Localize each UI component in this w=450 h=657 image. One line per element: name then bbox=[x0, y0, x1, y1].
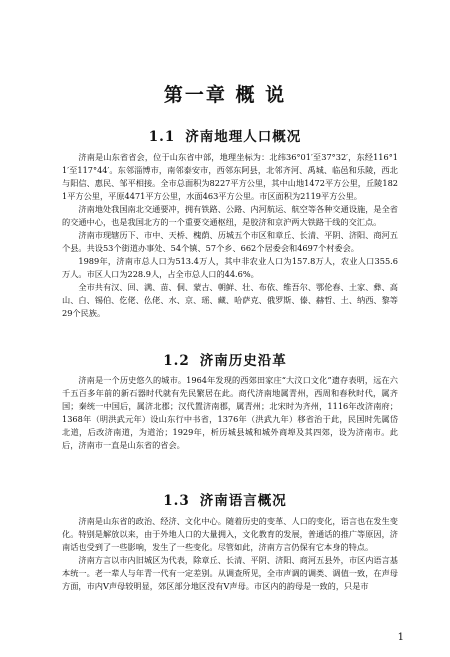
section-heading bbox=[0, 349, 450, 369]
chapter-title: 第一章 概 说 bbox=[163, 84, 287, 106]
section-body bbox=[62, 515, 398, 593]
paragraph: 济南是山东省省会，位于山东省中部，地理坐标为：北纬36°01′至37°32′，东经116°11′至117°44′。东邻淄博市，南邻泰安市，西邻东阿县，北邻齐河、禹城、临邑和乐陵，西北与阳信、惠民、邹平相接。全市总面积为8227平方公里，其中山地1472平方公里，丘陵1821平方公里，平原4471平方公里，水面463平方公里。市区面积为2119平方公里。 bbox=[62, 152, 398, 201]
section-number: 1.3 bbox=[163, 493, 190, 509]
section-number: 1.1 bbox=[148, 129, 176, 145]
section-heading bbox=[0, 489, 450, 509]
section-body bbox=[62, 151, 398, 320]
paragraph: 济南方言以市内旧城区为代表，除章丘、长清、平阴、济阳、商河五县外，市区内语言基本统一。老一辈人与年青一代有一定差别。从调查所见，全市声调的调类、调值一致，在声母方面，市内V声母较明显，郊区部分地区没有V声母。市区内的韵母是一致的，只是市 bbox=[62, 555, 398, 591]
section-title: 济南语言概况 bbox=[199, 493, 287, 509]
section-number: 1.2 bbox=[163, 353, 190, 369]
section-body bbox=[62, 374, 398, 452]
paragraph: 济南是山东省的政治、经济、文化中心。随着历史的变革、人口的变化，语言也在发生变化。特别是解放以来，由于外地人口的大量拥入，文化教育的发展，普通话的推广等原因，济南话也受到了一些影响，发生了一些变化。尽管如此，济南方言仍保有它本身的特点。 bbox=[62, 516, 398, 552]
section-title: 济南历史沿革 bbox=[199, 353, 287, 369]
paragraph: 全市共有汉、回、满、苗、侗、蒙古、朝鲜、壮、布依、维吾尔、鄂伦春、土家、彝、高山、白、锡伯、仡佬、仫佬、水、京、瑶、藏、哈萨克、俄罗斯、傣、赫哲、土、纳西、黎等29个民族。 bbox=[62, 282, 398, 318]
paragraph: 1989年，济南市总人口为513.4万人，其中非农业人口为157.8万人，农业人口355.6万人。市区人口为228.9人，占全市总人口的44.6%。 bbox=[62, 256, 398, 279]
page-number: 1 bbox=[397, 632, 404, 643]
paragraph: 济南是一个历史悠久的城市。1964年发现的西郊田家庄“大汶口文化”遗存表明，远在六千五百多年前的新石器时代就有先民繁居在此。商代济南地属青州，西周和春秋时代，属齐国；秦统一中国后，属济北郡；汉代置济南郡，属青州；北宋时为齐州，1116年改济南府；1368年（明洪武元年）设山东行中书省，1376年（洪武九年）移省治于此，民国时先属岱北道，后改济南道，为道治；1929年，析历城县城和城外商埠及其四郊，设为济南市。此后，济南市一直是山东省的省会。 bbox=[62, 375, 398, 450]
paragraph: 济南地处我国南北交通要冲，拥有铁路、公路、内河航运、航空等各种交通设施，是全省的交通中心，也是我国北方的一个重要交通枢纽，是胶济和京沪两大铁路干线的交汇点。 bbox=[62, 204, 398, 227]
paragraph: 济南市现辖历下、市中、天桥、槐荫、历城五个市区和章丘、长清、平阴、济阳、商河五个县。共设53个街道办事处、54个镇、57个乡、662个居委会和4697个村委会。 bbox=[62, 230, 398, 253]
section-title: 济南地理人口概况 bbox=[185, 129, 302, 145]
section-heading bbox=[0, 125, 450, 145]
